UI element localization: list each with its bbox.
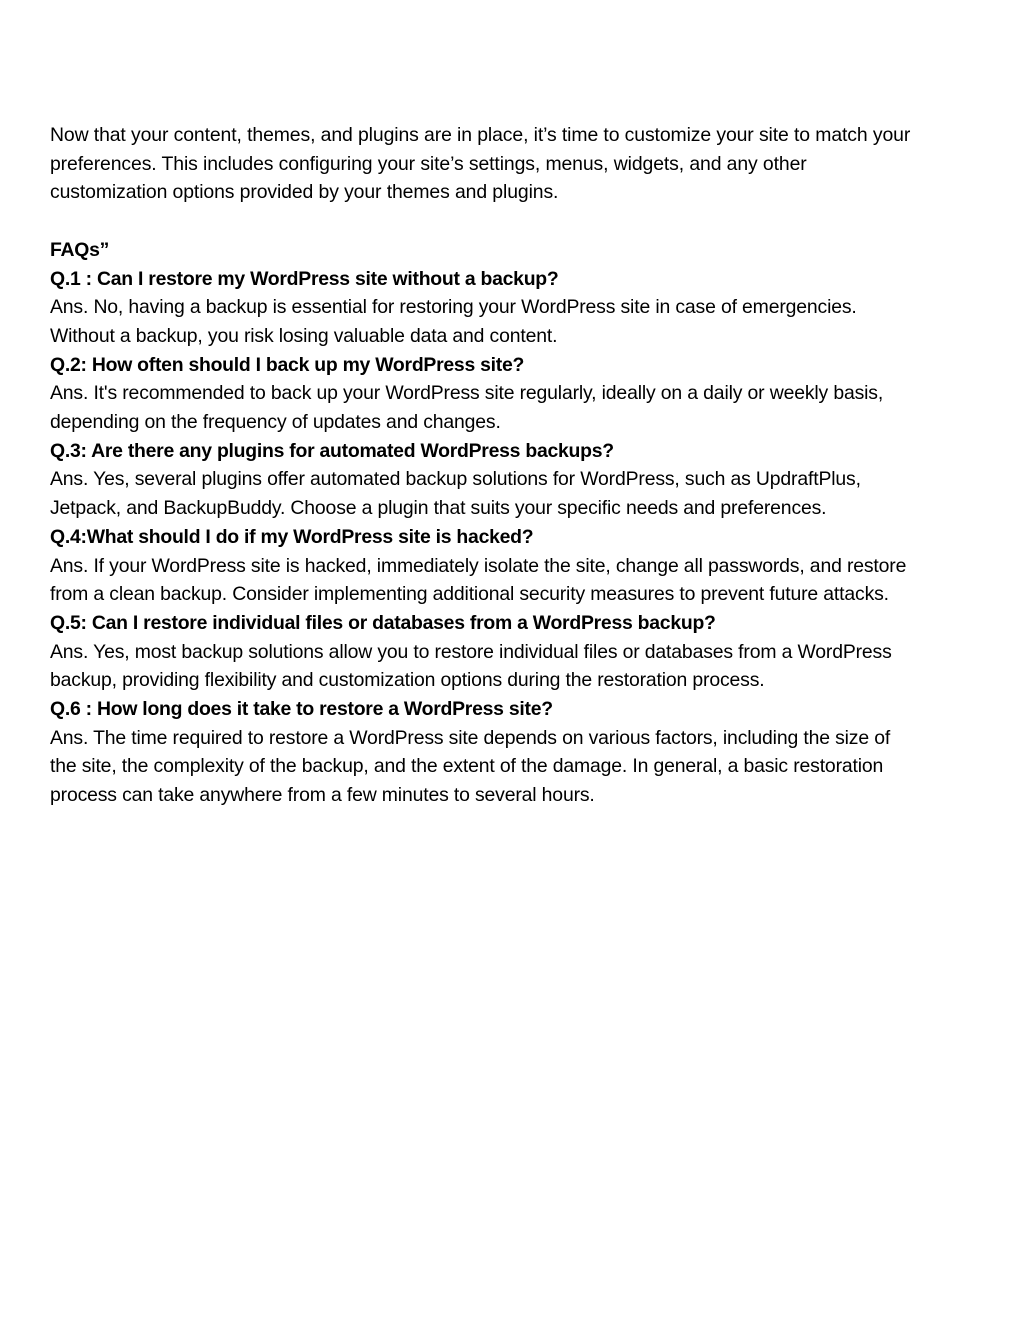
faq-answer-1: Ans. No, having a backup is essential for restoring your WordPress site in case of emergencies. Without a backup, you risk losing valuable data and content. [50,296,857,347]
intro-paragraph: Now that your content, themes, and plugins are in place, it’s time to customize your site to match your preferences. This includes configuring your site’s settings, menus, widgets, and any other customization options provided by your themes and plugins. [50,124,911,204]
faq-heading: FAQs” [50,238,110,261]
faq-question-1: Q.1 : Can I restore my WordPress site without a backup? [50,267,559,290]
faq-answer-2: Ans. It's recommended to back up your WordPress site regularly, ideally on a daily or weekly basis, depending on the frequency of updates and changes. [50,382,884,434]
faq-answer-4: Ans. If your WordPress site is hacked, immediately isolate the site, change all passwords, and restore from a clean backup. Consider implementing additional security measures to prevent future attacks. [50,554,907,606]
faq-question-4: Q.4:What should I do if my WordPress site is hacked? [50,525,534,548]
faq-question-3: Q.3: Are there any plugins for automated WordPress backups? [50,439,614,462]
faq-answer-6: Ans. The time required to restore a WordPress site depends on various factors, including the size of the site, the complexity of the backup, and the extent of the damage. In general, a basic restoration process can take anywhere from a few minutes to several hours. [50,726,891,807]
document-content [50,121,920,810]
faq-answer-5: Ans. Yes, most backup solutions allow you to restore individual files or databases from a WordPress backup, providing flexibility and customization options during the restoration process. [50,640,892,692]
faq-question-5: Q.5: Can I restore individual files or databases from a WordPress backup? [50,611,716,634]
faq-question-2: Q.2: How often should I back up my WordPress site? [50,353,525,376]
faq-answer-3: Ans. Yes, several plugins offer automated backup solutions for WordPress, such as UpdraftPlus, Jetpack, and BackupBuddy. Choose a plugin that suits your specific needs and preferences. [50,468,861,520]
faq-question-6: Q.6 : How long does it take to restore a WordPress site? [50,698,553,721]
